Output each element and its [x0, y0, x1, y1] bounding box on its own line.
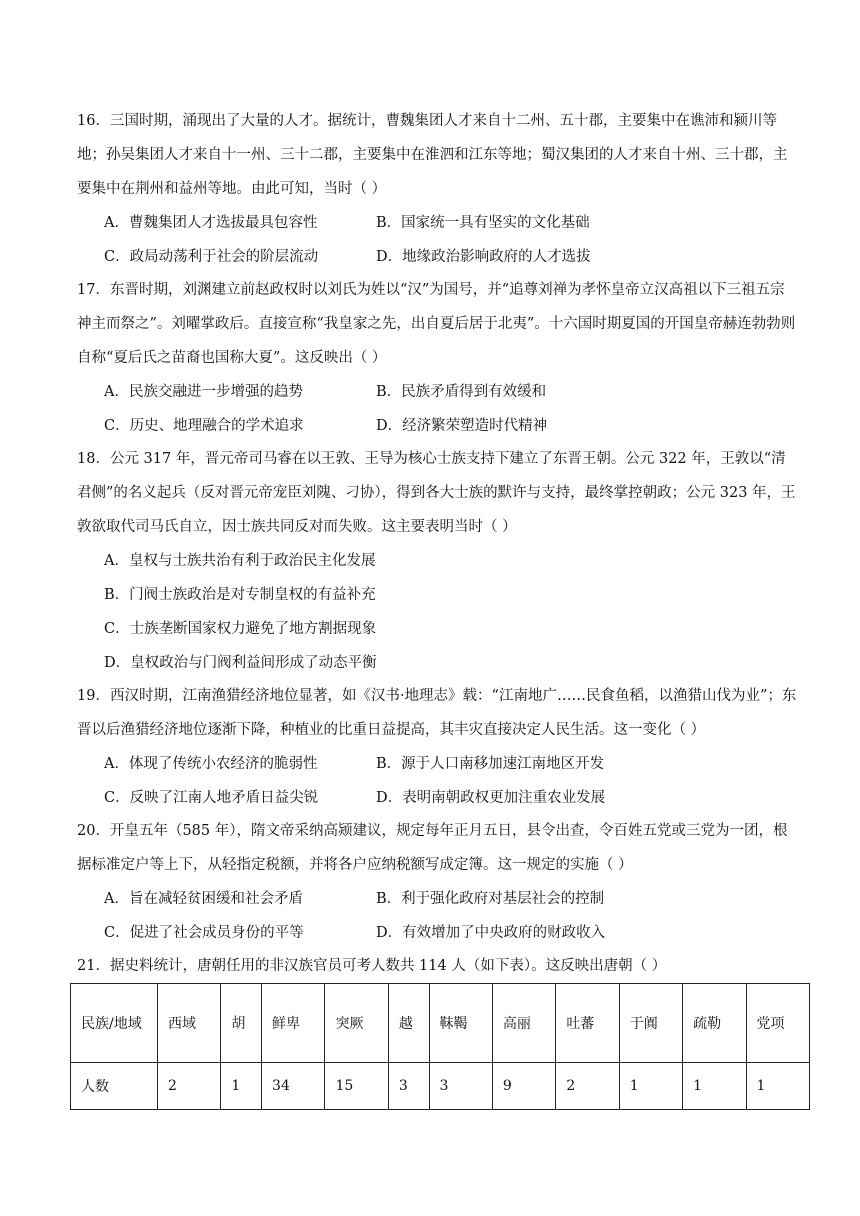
question-17-option-b[interactable]: B．民族矛盾得到有效缓和	[376, 384, 547, 400]
question-18-stem: 18．公元 317 年，晋元帝司马睿在以王敦、王导为核心士族支持下建立了东晋王朝。公元 322 年，王敦以“清君侧”的名义起兵（反对晋元帝宠臣刘隗、刁协），得到各大士族的默许与支持，最终掌控朝政；公元 323 年，王敦欲取代司马氏自立，因士族共同反对而失败。这主要表明当时（ ）	[77, 451, 796, 535]
question-20-option-c[interactable]: C．促进了社会成员身份的平等	[104, 925, 304, 941]
table-cell: 9	[492, 1063, 555, 1110]
question-19-options-row-1	[77, 747, 797, 781]
ethnic-officials-table	[70, 983, 810, 1110]
question-20-options-row-2	[77, 916, 797, 950]
table-header-cell: 突厥	[325, 984, 388, 1063]
question-19	[77, 679, 797, 815]
table-cell: 1	[746, 1063, 809, 1110]
table-cell: 34	[262, 1063, 325, 1110]
question-21-stem: 21．据史料统计，唐朝任用的非汉族官员可考人数共 114 人（如下表）。这反映出唐朝（ ）	[77, 958, 667, 974]
table-header-cell: 鲜卑	[262, 984, 325, 1063]
table-header-cell: 党项	[746, 984, 809, 1063]
table-cell: 1	[619, 1063, 682, 1110]
question-20-option-a[interactable]: A．旨在减轻贫困缓和社会矛盾	[104, 891, 303, 907]
table-cell: 1	[683, 1063, 746, 1110]
question-18-option-a[interactable]: A．皇权与士族共治有利于政治民主化发展	[104, 553, 376, 569]
question-16-options-row-2	[77, 240, 797, 274]
table-cell: 3	[429, 1063, 492, 1110]
question-17-stem: 17．东晋时期，刘渊建立前赵政权时以刘氏为姓以“汉”为国号，并“追尊刘禅为孝怀皇帝立汉高祖以下三祖五宗神主而祭之”。刘曜掌政后。直接宣称“我皇家之先，出自夏后居于北夷”。十六国时期夏国的开国皇帝赫连勃勃则自称“夏后氏之苗裔也国称大夏”。这反映出（ ）	[77, 282, 796, 366]
question-20-option-b[interactable]: B．利于强化政府对基层社会的控制	[376, 891, 605, 907]
question-17	[77, 273, 797, 443]
table-cell: 3	[388, 1063, 429, 1110]
table-cell: 2	[556, 1063, 619, 1110]
question-16	[77, 104, 797, 274]
table-header-cell: 高丽	[492, 984, 555, 1063]
table-cell: 人数	[71, 1063, 158, 1110]
question-16-option-d[interactable]: D．地缘政治影响政府的人才选拔	[376, 249, 591, 265]
question-16-option-b[interactable]: B．国家统一具有坚实的文化基础	[376, 215, 590, 231]
table-cell: 2	[158, 1063, 221, 1110]
question-16-option-c[interactable]: C．政局动荡利于社会的阶层流动	[104, 249, 319, 265]
question-16-options-row-1	[77, 206, 797, 240]
question-17-options-row-2	[77, 409, 797, 443]
question-20-option-d[interactable]: D．有效增加了中央政府的财政收入	[376, 925, 606, 941]
question-19-option-a[interactable]: A．体现了传统小农经济的脆弱性	[104, 756, 318, 772]
table-header-cell: 西域	[158, 984, 221, 1063]
table-header-cell: 疏勒	[683, 984, 746, 1063]
table-row	[71, 1063, 810, 1110]
question-17-options-row-1	[77, 375, 797, 409]
question-19-option-d[interactable]: D．表明南朝政权更加注重农业发展	[376, 790, 606, 806]
question-20-stem: 20．开皇五年（585 年），隋文帝采纳高颎建议，规定每年正月五日，县令出查，令百姓五党或三党为一团，根据标准定户等上下，从轻指定税额，并将各户应纳税额写成定簿。这一规定的实施（ ）	[77, 823, 788, 873]
table-header-cell: 胡	[221, 984, 262, 1063]
table-header-row	[71, 984, 810, 1063]
question-17-option-c[interactable]: C．历史、地理融合的学术追求	[104, 418, 304, 434]
question-19-option-c[interactable]: C．反映了江南人地矛盾日益尖锐	[104, 790, 319, 806]
table-cell: 15	[325, 1063, 388, 1110]
question-17-option-d[interactable]: D．经济繁荣塑造时代精神	[376, 418, 548, 434]
question-17-option-a[interactable]: A．民族交融进一步增强的趋势	[104, 384, 303, 400]
question-21	[77, 949, 797, 983]
question-16-stem: 16．三国时期，涌现出了大量的人才。据统计，曹魏集团人才来自十二州、五十郡，主要集中在谯沛和颍川等地；孙吴集团人才来自十一州、三十二郡，主要集中在淮泗和江东等地；蜀汉集团的人才来自十州、三十郡，主要集中在荆州和益州等地。由此可知，当时（ ）	[77, 113, 788, 197]
question-18-option-c[interactable]: C．士族垄断国家权力避免了地方割据现象	[104, 621, 377, 637]
table-header-cell: 于阗	[619, 984, 682, 1063]
question-18	[77, 442, 797, 680]
question-19-options-row-2	[77, 781, 797, 815]
question-20	[77, 814, 797, 950]
table-header-cell: 吐蕃	[556, 984, 619, 1063]
table-header-cell: 靺鞨	[429, 984, 492, 1063]
question-19-stem: 19．西汉时期，江南渔猎经济地位显著，如《汉书·地理志》载：“江南地广……民食鱼稻，以渔猎山伐为业”；东晋以后渔猎经济地位逐渐下降，种植业的比重日益提高，其丰灾直接决定人民生活。这一变化（ ）	[77, 688, 797, 738]
table-cell: 1	[221, 1063, 262, 1110]
table-header-cell: 民族/地域	[71, 984, 158, 1063]
question-16-option-a[interactable]: A．曹魏集团人才选拔最具包容性	[104, 215, 318, 231]
question-18-option-b[interactable]: B．门阀士族政治是对专制皇权的有益补充	[104, 587, 376, 603]
table-header-cell: 越	[388, 984, 429, 1063]
question-20-options-row-1	[77, 882, 797, 916]
question-18-option-d[interactable]: D．皇权政治与门阀利益间形成了动态平衡	[104, 655, 377, 671]
question-19-option-b[interactable]: B．源于人口南移加速江南地区开发	[376, 756, 605, 772]
